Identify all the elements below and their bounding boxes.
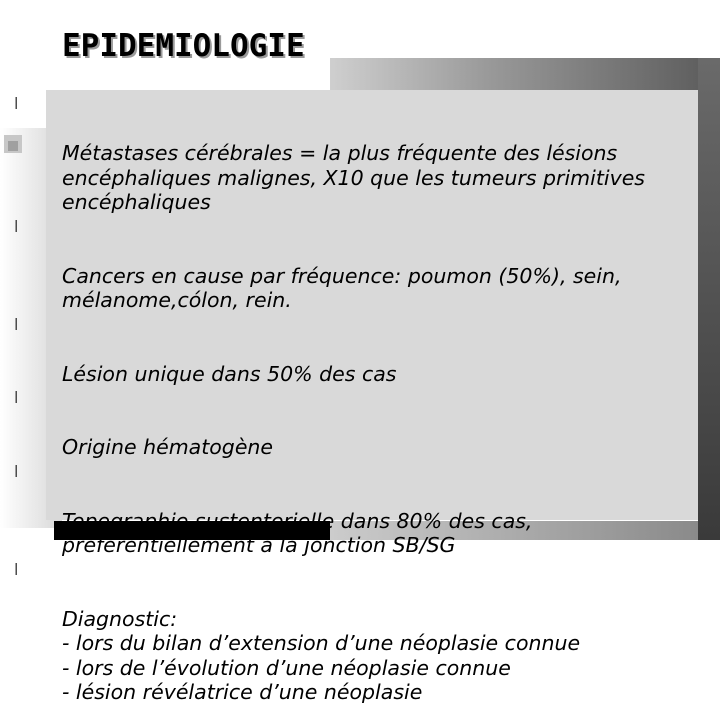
bullet-icon: l: [14, 314, 19, 334]
bullet-text: Cancers en cause par fréquence: poumon (50%), sein, mélanome,cólon, rein.: [62, 263, 622, 312]
bullet-text: Diagnostic: - lors du bilan d’extension d’une néoplasie connue - lors de l’évolution d’une néoplasie connue - lésion révélatrice d’une néoplasie: [62, 606, 581, 704]
slide-title: EPIDEMIOLOGIE: [62, 28, 305, 64]
bullet-item: [14, 215, 704, 313]
bullet-icon: l: [14, 216, 19, 236]
bullet-item: [14, 92, 704, 215]
bullet-list: [14, 92, 704, 705]
bullet-icon: l: [14, 94, 19, 113]
bullet-item: [14, 460, 704, 558]
bullet-item: [14, 313, 704, 387]
bullet-icon: l: [14, 461, 19, 481]
bullet-text: Topographie sustentorielle dans 80% des cas, préférentiellement à la jonction SB/SG: [62, 508, 533, 557]
bullet-text: Lésion unique dans 50% des cas: [62, 361, 397, 386]
bullet-text: Origine hématogène: [62, 435, 274, 459]
bullet-icon: l: [14, 559, 19, 579]
bullet-item: [14, 558, 704, 705]
decorative-top-bar: [330, 58, 720, 90]
bullet-text: Métastases cérébrales = la plus fréquente des lésions encéphaliques malignes, X10 que les tumeurs primitives encéphaliques: [62, 141, 645, 214]
bullet-icon: l: [14, 388, 19, 407]
bullet-item: [14, 386, 704, 460]
